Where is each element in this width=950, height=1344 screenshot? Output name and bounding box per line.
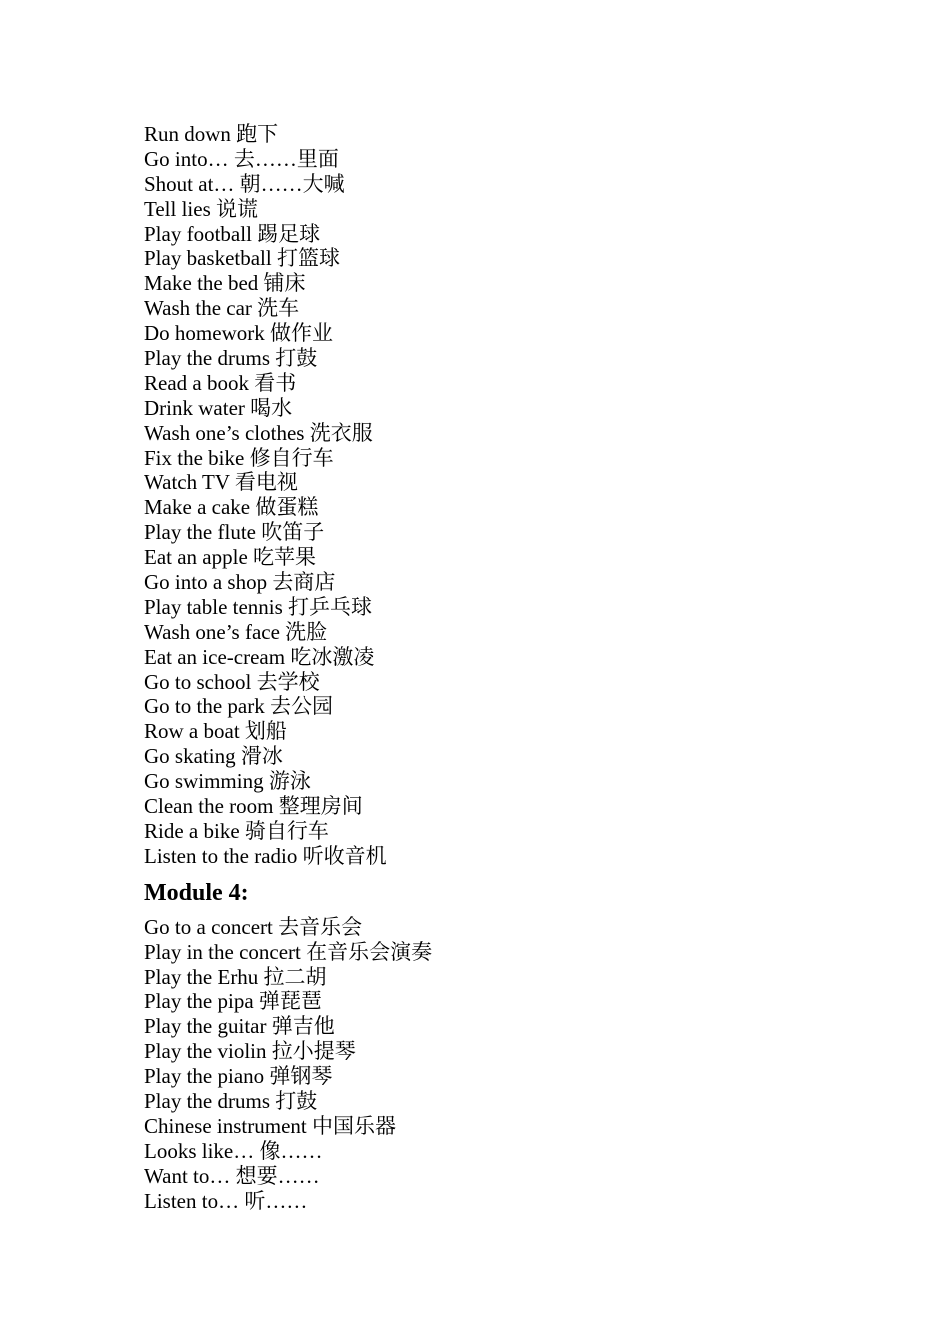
phrase-item: Make the bed 铺床 (144, 271, 306, 296)
phrase-item: Go swimming 游泳 (144, 769, 311, 794)
phrase-item: Go into… 去……里面 (144, 146, 339, 171)
phrase-item: Play the flute 吹笛子 (144, 520, 325, 545)
phrase-item: Chinese instrument 中国乐器 (144, 1113, 396, 1138)
phrase-list-module-4 (144, 915, 844, 1214)
phrase-item: Play the violin 拉小提琴 (144, 1039, 356, 1064)
document-page (144, 122, 844, 1213)
phrase-item: Looks like… 像…… (144, 1138, 323, 1163)
phrase-item: Listen to the radio 听收音机 (144, 843, 387, 868)
phrase-item: Play basketball 打篮球 (144, 246, 340, 271)
phrase-item: Wash the car 洗车 (144, 296, 300, 321)
phrase-item: Wash one’s clothes 洗衣服 (144, 420, 373, 445)
phrase-item: Go to the park 去公园 (144, 694, 333, 719)
phrase-item: Go to school 去学校 (144, 669, 320, 694)
phrase-item: Eat an apple 吃苹果 (144, 545, 317, 570)
phrase-item: Play the Erhu 拉二胡 (144, 964, 327, 989)
phrase-item: Row a boat 划船 (144, 719, 287, 744)
phrase-item: Go to a concert 去音乐会 (144, 914, 363, 939)
phrase-item: Play the guitar 弹吉他 (144, 1014, 335, 1039)
phrase-item: Fix the bike 修自行车 (144, 445, 334, 470)
phrase-item: Read a book 看书 (144, 370, 297, 395)
phrase-item: Make a cake 做蛋糕 (144, 495, 319, 520)
phrase-item: Play the drums 打鼓 (144, 1088, 318, 1113)
phrase-item: Want to… 想要…… (144, 1163, 320, 1188)
phrase-item: Play the piano 弹钢琴 (144, 1064, 333, 1089)
phrase-item: Play table tennis 打乒乓球 (144, 594, 373, 619)
phrase-item: Watch TV 看电视 (144, 470, 298, 495)
phrase-item: Wash one’s face 洗脸 (144, 619, 328, 644)
phrase-item: Play the drums 打鼓 (144, 346, 318, 371)
phrase-item: Drink water 喝水 (144, 395, 293, 420)
phrase-item: Shout at… 朝……大喊 (144, 171, 345, 196)
phrase-item: Play football 踢足球 (144, 221, 321, 246)
phrase-list-section-1 (144, 122, 844, 869)
phrase-item: Tell lies 说谎 (144, 196, 259, 221)
phrase-item: Clean the room 整理房间 (144, 794, 363, 819)
phrase-item: Play the pipa 弹琵琶 (144, 989, 322, 1014)
phrase-item: Go skating 滑冰 (144, 744, 283, 769)
phrase-item: Ride a bike 骑自行车 (144, 818, 329, 843)
phrase-item: Do homework 做作业 (144, 321, 333, 346)
phrase-item: Eat an ice-cream 吃冰激凌 (144, 644, 375, 669)
phrase-item: Run down 跑下 (144, 122, 279, 146)
phrase-item: Go into a shop 去商店 (144, 570, 336, 595)
module-4-heading: Module 4: (144, 879, 249, 906)
phrase-item: Listen to… 听…… (144, 1188, 308, 1213)
phrase-item: Play in the concert 在音乐会演奏 (144, 939, 433, 964)
